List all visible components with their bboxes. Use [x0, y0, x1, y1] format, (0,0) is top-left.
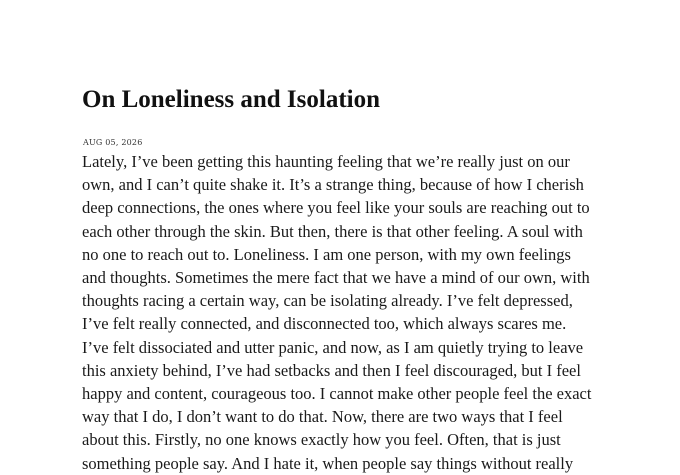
post-date: AUG 05, 2026: [83, 138, 143, 147]
body-line: way that I do, I don’t want to do that. Now, there are two ways that I feel: [82, 407, 563, 427]
body-line: Lately, I’ve been getting this haunting feeling that we’re really just on our: [82, 152, 570, 171]
body-line: and thoughts. Sometimes the mere fact that we have a mind of our own, with: [82, 268, 590, 288]
body-line: I’ve felt dissociated and utter panic, and now, as I am quietly trying to leave: [82, 337, 584, 357]
body-line: I’ve felt really connected, and disconnected too, which always scares me.: [82, 314, 567, 334]
body-line: thoughts racing a certain way, can be isolating already. I’ve felt depressed,: [82, 291, 573, 311]
post-title: On Loneliness and Isolation: [82, 86, 381, 113]
body-line: happy and content, courageous too. I cannot make other people feel the exact: [82, 384, 592, 404]
body-line: deep connections, the ones where you feel like your souls are reaching out to: [82, 198, 590, 218]
body-line: this anxiety behind, I’ve had setbacks and then I feel discouraged, but I feel: [82, 360, 581, 380]
body-line: something people say. And I hate it, when people say things without really: [82, 453, 574, 473]
post-body: [82, 150, 602, 475]
body-line: own, and I can’t quite shake it. It’s a strange thing, because of how I cherish: [82, 175, 584, 195]
body-line: no one to reach out to. Loneliness. I am one person, with my own feelings: [82, 244, 571, 264]
body-line: about this. Firstly, no one knows exactly how you feel. Often, that is just: [82, 430, 561, 450]
body-line: each other through the skin. But then, there is that other feeling. A soul with: [82, 221, 583, 241]
